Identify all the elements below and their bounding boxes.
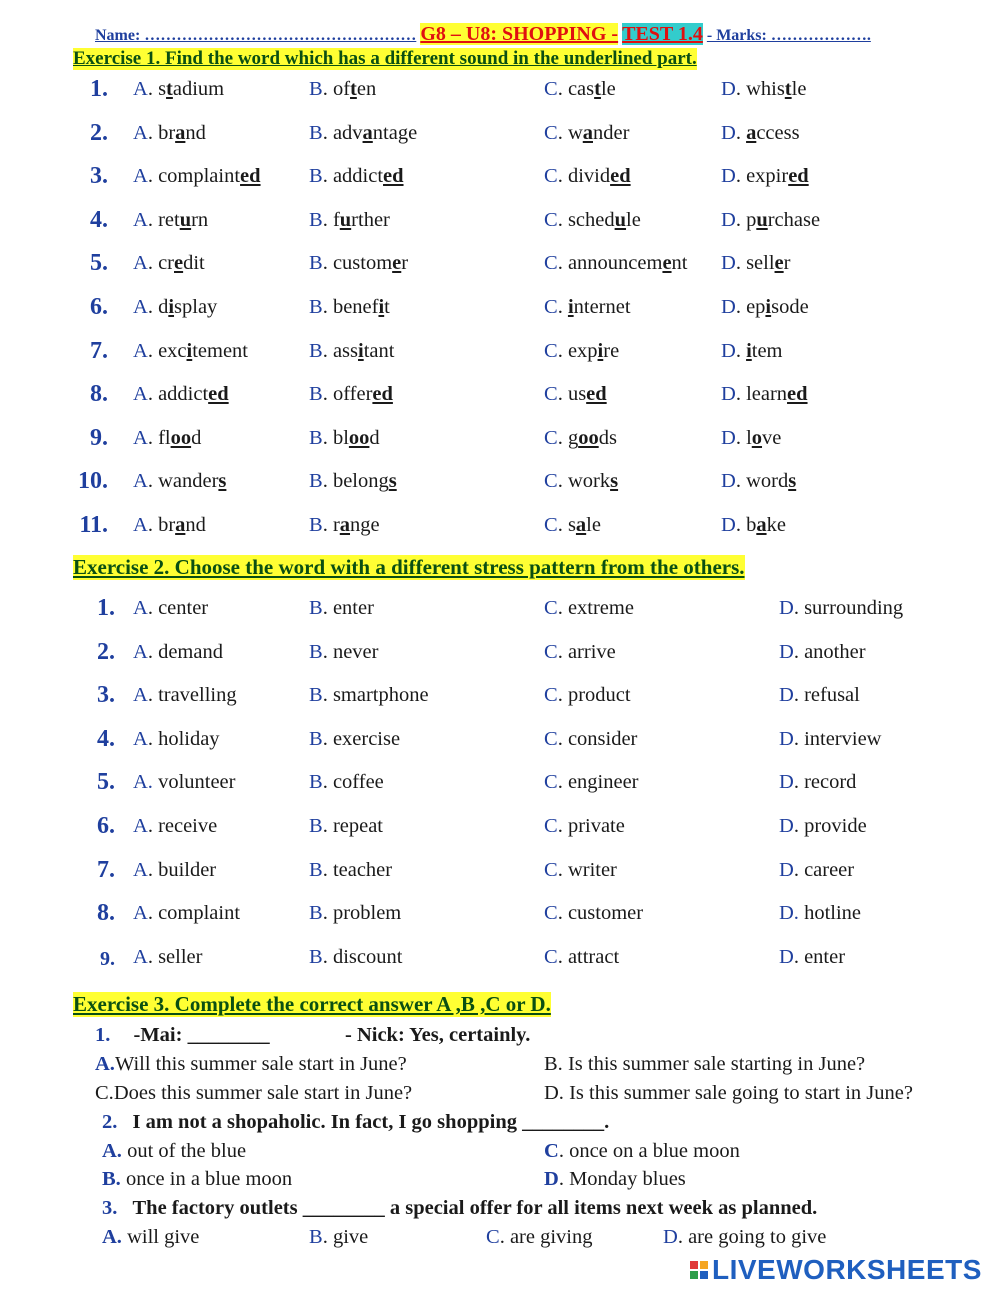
option-c[interactable]: C. extreme bbox=[544, 597, 634, 619]
underlined-part: t bbox=[350, 78, 357, 100]
option-c[interactable]: C. customer bbox=[544, 902, 644, 925]
option-b[interactable]: B. assitant bbox=[309, 339, 395, 362]
option-d[interactable]: D. love bbox=[721, 426, 782, 449]
option-a[interactable]: A. travelling bbox=[133, 684, 237, 707]
option-b[interactable]: B. benefit bbox=[309, 296, 390, 318]
exercise-3-title: Exercise 3. Complete the correct answer A ,B ,C or D. bbox=[73, 992, 551, 1016]
ex2-row-1 bbox=[0, 595, 1000, 625]
option-c[interactable]: C. engineer bbox=[544, 771, 639, 794]
ex2-row-2 bbox=[0, 639, 1000, 669]
option-c[interactable]: C. used bbox=[544, 383, 607, 406]
question-number: 9. bbox=[90, 424, 108, 451]
question-number: 6. bbox=[90, 294, 108, 320]
ex1-row-11 bbox=[0, 512, 1000, 542]
option-c[interactable]: C. goods bbox=[544, 426, 617, 449]
question-text: I am not a shopaholic. In fact, I go shopping ________. bbox=[132, 1111, 610, 1133]
underlined-part: i bbox=[378, 296, 385, 318]
underlined-part: i bbox=[597, 339, 604, 362]
underlined-part: ed bbox=[208, 383, 229, 406]
underlined-part: u bbox=[339, 208, 352, 231]
underlined-part: u bbox=[614, 208, 627, 231]
option-d[interactable]: D. surrounding bbox=[779, 597, 904, 619]
option-a[interactable]: A. volunteer bbox=[133, 771, 236, 794]
underlined-part: s bbox=[388, 470, 397, 493]
question-number: 1. bbox=[97, 595, 115, 621]
underlined-part: e bbox=[174, 252, 184, 275]
option-a[interactable]: A. credit bbox=[133, 252, 205, 275]
underlined-part: s bbox=[610, 470, 619, 493]
option-d[interactable]: D. hotline bbox=[779, 902, 861, 925]
option-c[interactable]: C. internet bbox=[544, 296, 631, 318]
marks-field: - Marks: ………………. bbox=[706, 27, 871, 44]
option-b[interactable]: B. never bbox=[309, 640, 379, 663]
ex3-q3-option-b[interactable]: B. give bbox=[309, 1226, 369, 1248]
option-a[interactable]: A. demand bbox=[133, 640, 223, 663]
ex3-question-3 bbox=[102, 1197, 817, 1220]
question-number: 1. bbox=[95, 1024, 111, 1046]
question-number: 3. bbox=[102, 1197, 118, 1219]
underlined-part: s bbox=[218, 470, 227, 493]
option-a[interactable]: A. return bbox=[133, 208, 209, 231]
option-b[interactable]: B. advantage bbox=[309, 121, 418, 144]
question-number: 8. bbox=[90, 381, 108, 408]
option-a[interactable]: A. display bbox=[133, 296, 218, 318]
ex3-question-2 bbox=[102, 1111, 609, 1134]
liveworksheets-logo bbox=[690, 1254, 982, 1286]
ex2-row-5 bbox=[0, 769, 1000, 799]
question-reply: - Nick: Yes, certainly. bbox=[345, 1024, 531, 1046]
option-c[interactable]: C. divided bbox=[544, 165, 631, 188]
question-number: 5. bbox=[97, 769, 115, 796]
option-c[interactable]: C. announcement bbox=[544, 252, 688, 275]
underlined-part: a bbox=[756, 514, 767, 536]
option-c[interactable]: C. product bbox=[544, 684, 631, 707]
option-b[interactable]: B. smartphone bbox=[309, 684, 429, 707]
option-a[interactable]: A. holiday bbox=[133, 727, 220, 750]
worksheet-header bbox=[95, 23, 871, 46]
underlined-part: i bbox=[186, 339, 193, 362]
test-label: TEST 1.4 bbox=[622, 23, 703, 45]
question-number: 9. bbox=[100, 947, 115, 970]
question-number: 2. bbox=[90, 119, 108, 146]
ex1-row-9 bbox=[0, 425, 1000, 455]
underlined-part: o bbox=[751, 426, 763, 449]
option-a[interactable]: A. seller bbox=[133, 945, 203, 968]
option-b[interactable]: B. blood bbox=[309, 426, 380, 449]
option-d[interactable]: D. learned bbox=[721, 383, 808, 406]
option-d[interactable]: D. provide bbox=[779, 815, 867, 837]
underlined-part: t bbox=[594, 78, 601, 100]
brand-name: LIVEWORKSHEETS bbox=[712, 1254, 982, 1285]
option-d[interactable]: D. interview bbox=[779, 727, 882, 750]
option-a[interactable]: A. brand bbox=[133, 121, 206, 144]
option-b[interactable]: B. repeat bbox=[309, 815, 384, 837]
ex1-row-6 bbox=[0, 294, 1000, 324]
ex2-row-3 bbox=[0, 682, 1000, 712]
ex2-row-6 bbox=[0, 813, 1000, 843]
ex3-question-1 bbox=[95, 1024, 531, 1047]
option-b[interactable]: B. coffee bbox=[309, 771, 384, 794]
ex1-row-1 bbox=[0, 76, 1000, 106]
logo-mark-icon bbox=[690, 1261, 708, 1279]
question-text: -Mai: ________ bbox=[133, 1024, 270, 1046]
worksheet-title: G8 – U8: SHOPPING - bbox=[420, 23, 619, 45]
option-b[interactable]: B. teacher bbox=[309, 858, 393, 881]
underlined-part: a bbox=[582, 121, 593, 144]
option-d[interactable]: D. enter bbox=[779, 945, 846, 968]
underlined-part: ed bbox=[787, 383, 808, 406]
underlined-part: ed bbox=[788, 165, 809, 188]
option-c[interactable]: C. works bbox=[544, 470, 619, 493]
question-number: 8. bbox=[97, 900, 115, 927]
option-d[interactable]: D. seller bbox=[721, 252, 791, 275]
name-field: Name: …………………………………………… bbox=[95, 27, 417, 44]
option-c[interactable]: C. schedule bbox=[544, 208, 641, 231]
option-d[interactable]: D. record bbox=[779, 771, 857, 794]
underlined-part: ed bbox=[383, 165, 404, 188]
ex1-row-3 bbox=[0, 163, 1000, 193]
option-c[interactable]: C. expire bbox=[544, 339, 620, 362]
underlined-part: oo bbox=[578, 426, 599, 449]
option-c[interactable]: C. attract bbox=[544, 945, 620, 968]
underlined-part: ed bbox=[240, 165, 261, 188]
option-a[interactable]: A. brand bbox=[133, 514, 206, 536]
option-d[interactable]: D. another bbox=[779, 640, 866, 663]
option-d[interactable]: D. whistle bbox=[721, 78, 807, 100]
option-a[interactable]: A. stadium bbox=[133, 78, 225, 100]
ex3-q2-option-a[interactable]: A. out of the blue bbox=[102, 1140, 247, 1162]
option-d[interactable]: D. item bbox=[721, 339, 783, 362]
option-a[interactable]: A. complainted bbox=[133, 165, 261, 188]
option-b[interactable]: B. addicted bbox=[309, 165, 404, 188]
underlined-part: u bbox=[179, 208, 192, 231]
ex3-q1-option-b[interactable]: B. Is this summer sale starting in June? bbox=[544, 1053, 866, 1075]
option-a[interactable]: A. builder bbox=[133, 858, 217, 881]
option-a[interactable]: A. excitement bbox=[133, 339, 249, 362]
option-a[interactable]: A. flood bbox=[133, 426, 202, 449]
ex3-q3-option-d[interactable]: D. are going to give bbox=[663, 1226, 827, 1248]
ex1-row-5 bbox=[0, 250, 1000, 280]
underlined-part: oo bbox=[170, 426, 192, 449]
underlined-part: ed bbox=[586, 383, 607, 406]
option-a[interactable]: A. center bbox=[133, 597, 209, 619]
underlined-part: a bbox=[175, 514, 186, 536]
option-b[interactable]: B. belongs bbox=[309, 470, 397, 493]
underlined-part: e bbox=[392, 252, 402, 275]
underlined-part: a bbox=[175, 121, 186, 144]
option-a[interactable]: A. receive bbox=[133, 815, 218, 837]
option-c[interactable]: C. private bbox=[544, 815, 625, 837]
underlined-part: a bbox=[362, 121, 373, 144]
underlined-part: i bbox=[746, 339, 752, 362]
underlined-part: ed bbox=[372, 383, 393, 406]
option-d[interactable]: D. access bbox=[721, 121, 800, 144]
ex1-row-4 bbox=[0, 207, 1000, 237]
ex3-q2-option-b[interactable]: B. once in a blue moon bbox=[102, 1168, 293, 1190]
option-c[interactable]: C. wander bbox=[544, 121, 630, 144]
option-a[interactable]: A. wanders bbox=[133, 470, 227, 493]
underlined-part: t bbox=[784, 78, 792, 100]
option-a[interactable]: A. addicted bbox=[133, 383, 229, 406]
question-number: 3. bbox=[97, 682, 115, 709]
underlined-part: i bbox=[567, 296, 574, 318]
option-d[interactable]: D. words bbox=[721, 470, 797, 493]
underlined-part: a bbox=[575, 514, 587, 536]
ex3-q1-option-c[interactable]: C.Does this summer sale start in June? bbox=[95, 1082, 413, 1104]
option-d[interactable]: D. career bbox=[779, 858, 855, 881]
option-b[interactable]: B. enter bbox=[309, 597, 374, 619]
question-number: 4. bbox=[90, 206, 108, 233]
exercise-2-title: Exercise 2. Choose the word with a different stress pattern from the others. bbox=[73, 555, 745, 579]
option-d[interactable]: D. bake bbox=[721, 514, 786, 536]
ex3-q1-option-a[interactable]: A.Will this summer sale start in June? bbox=[95, 1053, 407, 1075]
option-d[interactable]: D. refusal bbox=[779, 684, 860, 707]
ex3-q3-option-c[interactable]: C. are giving bbox=[486, 1226, 593, 1248]
ex2-row-4 bbox=[0, 726, 1000, 756]
option-c[interactable]: C. consider bbox=[544, 727, 638, 750]
ex3-q2-option-c[interactable]: C. once on a blue moon bbox=[544, 1140, 740, 1162]
option-b[interactable]: B. problem bbox=[309, 902, 402, 925]
question-number: 7. bbox=[97, 856, 115, 883]
exercise-1-title: Exercise 1. Find the word which has a different sound in the underlined part. bbox=[73, 48, 697, 69]
ex1-row-7 bbox=[0, 338, 1000, 368]
ex3-q2-option-d[interactable]: D. Monday blues bbox=[544, 1168, 686, 1190]
question-number: 10. bbox=[78, 468, 108, 495]
ex1-row-2 bbox=[0, 120, 1000, 150]
underlined-part: oo bbox=[348, 426, 370, 449]
ex2-row-7 bbox=[0, 857, 1000, 887]
option-c[interactable]: C. sale bbox=[544, 514, 601, 536]
option-d[interactable]: D. episode bbox=[721, 296, 809, 318]
ex3-q3-option-a[interactable]: A. will give bbox=[102, 1226, 200, 1248]
question-number: 6. bbox=[97, 813, 115, 839]
question-text: The factory outlets ________ a special offer for all items next week as planned. bbox=[132, 1197, 818, 1219]
underlined-part: t bbox=[166, 78, 173, 100]
question-number: 4. bbox=[97, 725, 115, 752]
option-b[interactable]: B. range bbox=[309, 514, 380, 536]
ex3-q1-option-d[interactable]: D. Is this summer sale going to start in June? bbox=[544, 1082, 913, 1104]
option-a[interactable]: A. complaint bbox=[133, 902, 241, 925]
underlined-part: i bbox=[765, 296, 772, 318]
option-c[interactable]: C. castle bbox=[544, 78, 616, 100]
question-number: 7. bbox=[90, 337, 108, 364]
underlined-part: e bbox=[774, 252, 784, 275]
question-number: 2. bbox=[97, 638, 115, 665]
ex2-row-8 bbox=[0, 900, 1000, 930]
option-b[interactable]: B. exercise bbox=[309, 727, 401, 750]
ex1-row-10 bbox=[0, 468, 1000, 498]
underlined-part: a bbox=[339, 514, 351, 536]
underlined-part: s bbox=[788, 470, 797, 493]
option-b[interactable]: B. further bbox=[309, 208, 390, 231]
option-b[interactable]: B. discount bbox=[309, 945, 403, 968]
underlined-part: a bbox=[746, 121, 757, 144]
option-c[interactable]: C. writer bbox=[544, 858, 617, 881]
option-d[interactable]: D. purchase bbox=[721, 208, 821, 231]
question-number: 5. bbox=[90, 250, 108, 277]
question-number: 3. bbox=[90, 163, 108, 190]
ex1-row-8 bbox=[0, 381, 1000, 411]
option-b[interactable]: B. often bbox=[309, 78, 377, 100]
option-b[interactable]: B. customer bbox=[309, 252, 409, 275]
underlined-part: ed bbox=[610, 165, 631, 188]
underlined-part: u bbox=[756, 208, 768, 231]
question-number: 1. bbox=[90, 76, 108, 102]
underlined-part: i bbox=[358, 339, 364, 362]
option-d[interactable]: D. expired bbox=[721, 165, 809, 188]
ex2-row-9 bbox=[0, 944, 1000, 974]
option-c[interactable]: C. arrive bbox=[544, 640, 616, 663]
question-number: 2. bbox=[102, 1111, 118, 1133]
option-b[interactable]: B. offered bbox=[309, 383, 393, 406]
underlined-part: e bbox=[662, 252, 672, 275]
question-number: 11. bbox=[79, 512, 108, 538]
underlined-part: i bbox=[168, 296, 175, 318]
